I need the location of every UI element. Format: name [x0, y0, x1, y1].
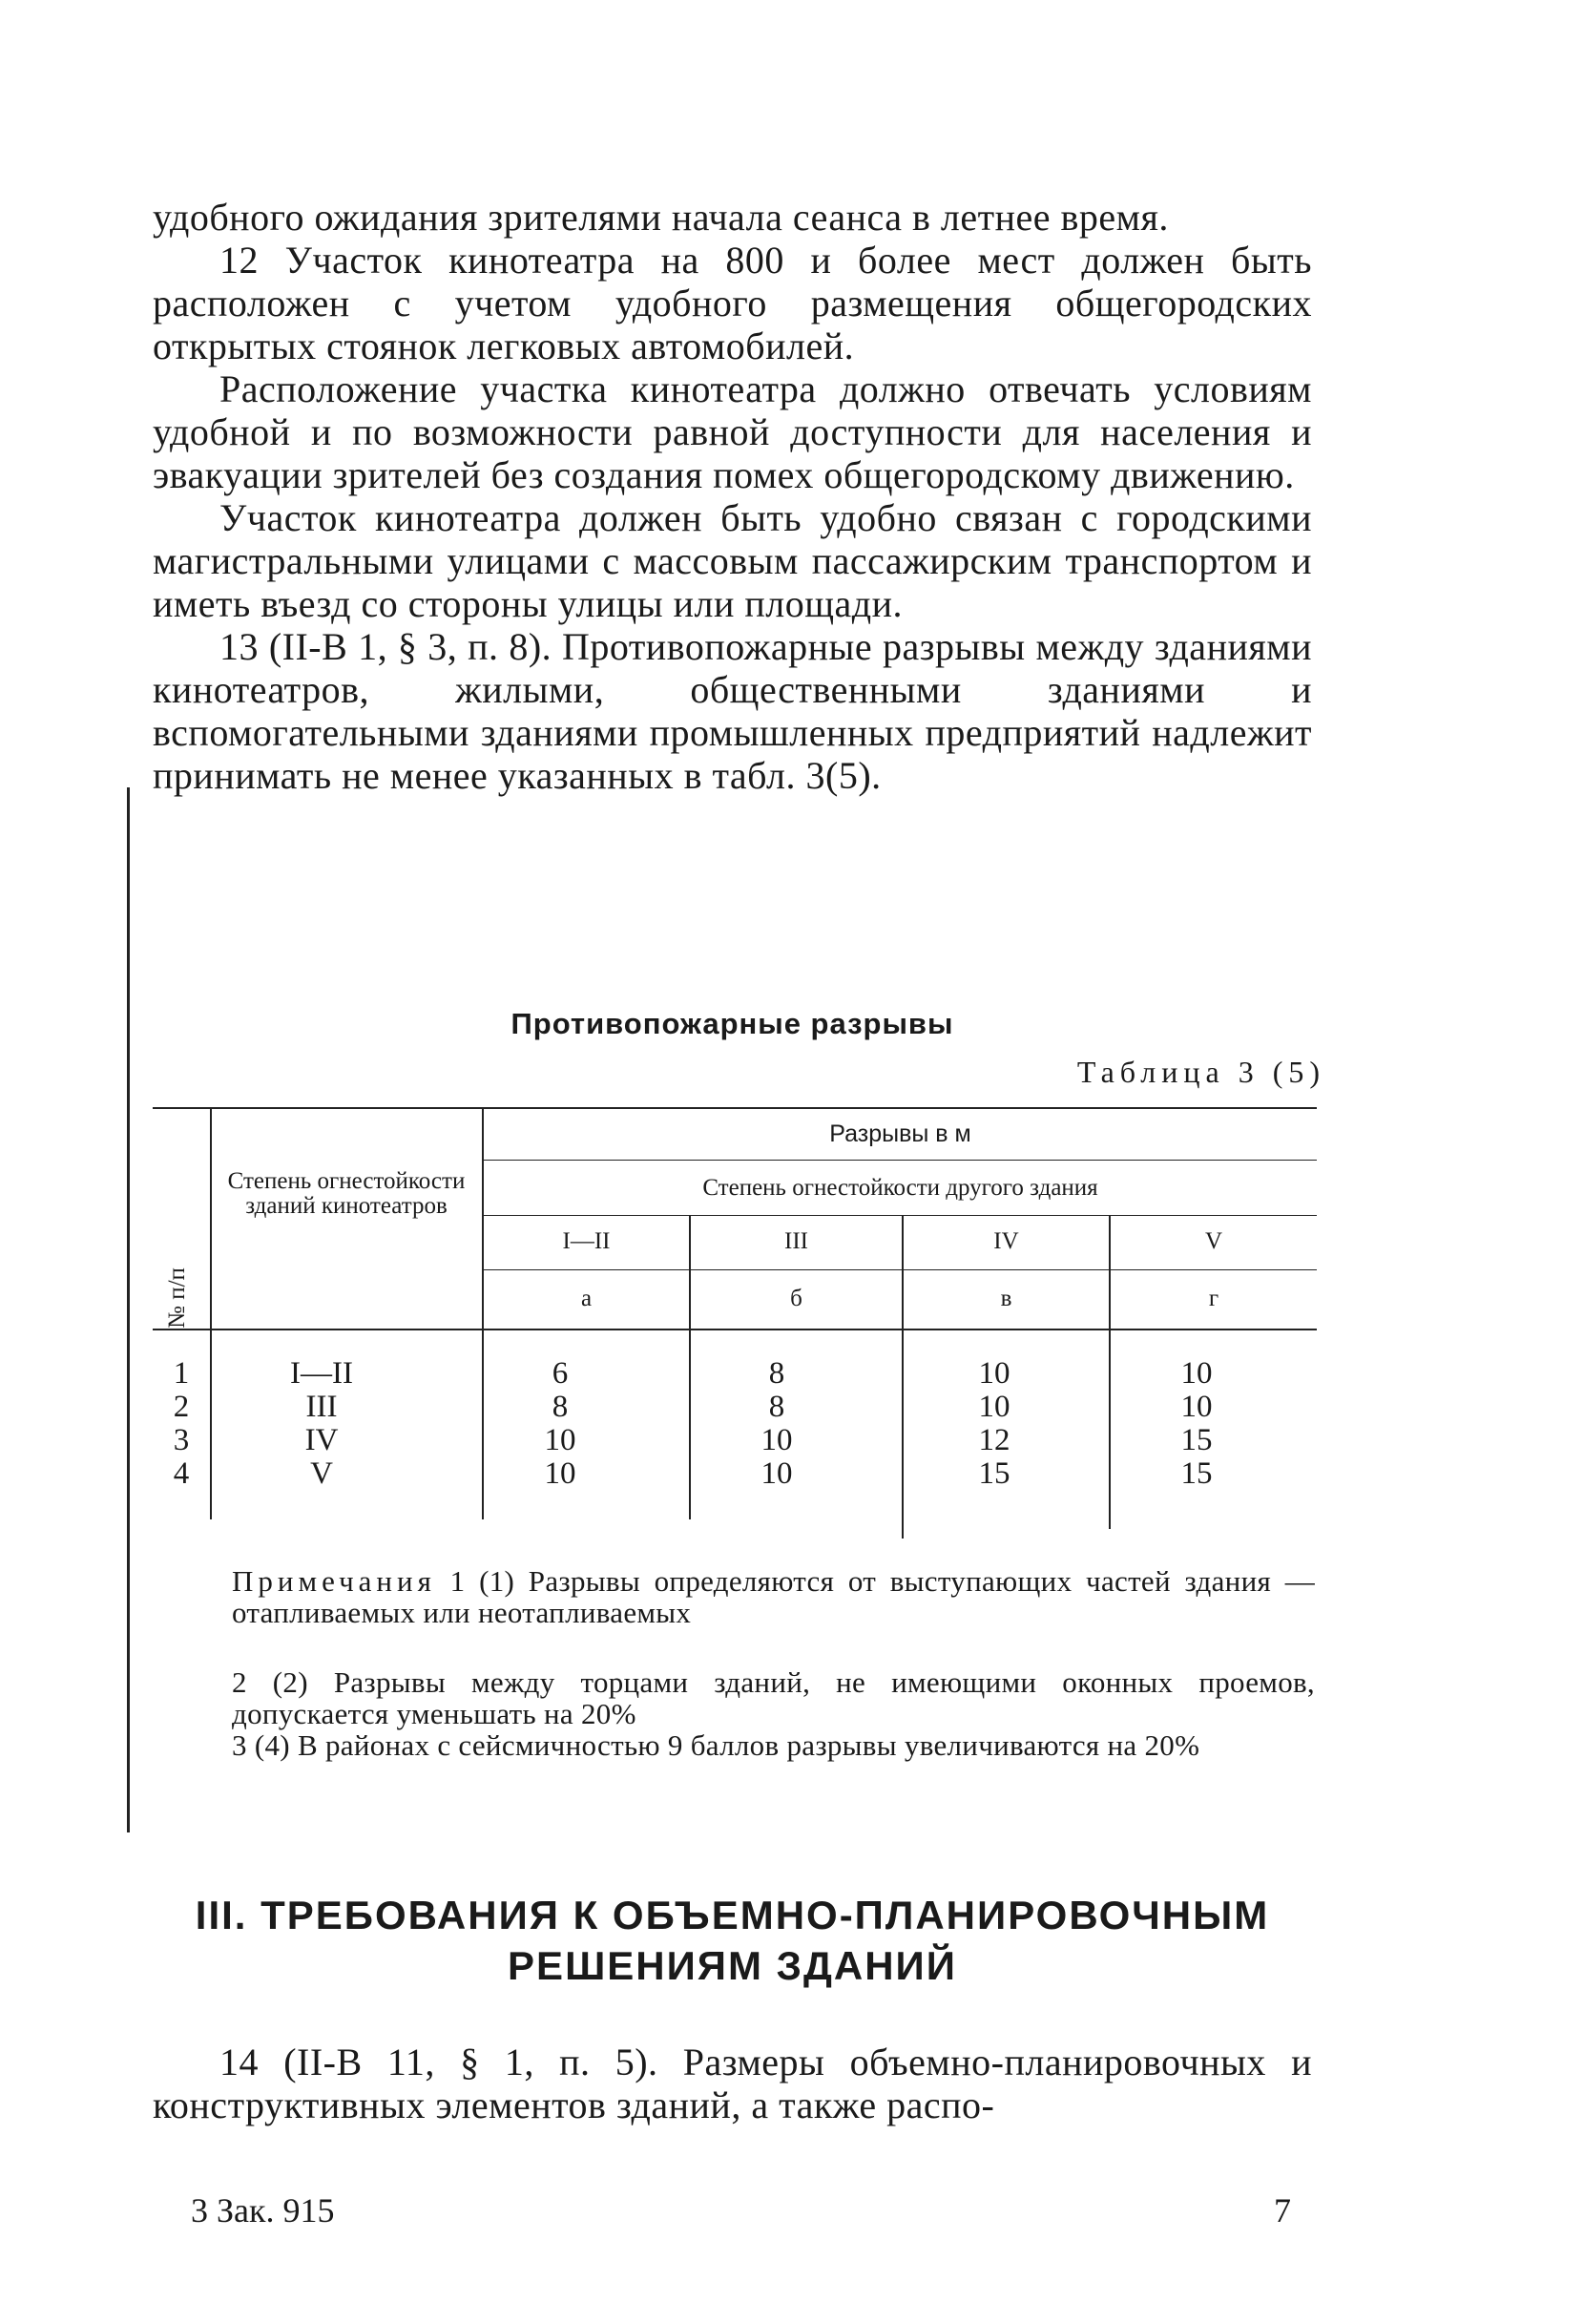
- paragraph-1: удобного ожидания зрителями начала сеанса в летнее время.: [153, 196, 1169, 239]
- row-value-d: 15: [1180, 1423, 1213, 1457]
- row-value-c: 10: [978, 1356, 1010, 1391]
- footer-order-number: 3 Зак. 915: [191, 2191, 335, 2230]
- row-degree: IV: [304, 1423, 339, 1457]
- row-value-a: 8: [552, 1390, 569, 1424]
- row-value-c: 12: [978, 1423, 1010, 1457]
- section-title-line-1: III. ТРЕБОВАНИЯ К ОБЪЕМНО-ПЛАНИРОВОЧНЫМ: [195, 1893, 1270, 1937]
- table-heading: Противопожарные разрывы: [510, 1007, 954, 1040]
- row-value-d: 10: [1180, 1356, 1213, 1391]
- row-value-b: 10: [760, 1423, 793, 1457]
- header-subgroup: Степень огнестойкости другого здания: [702, 1175, 1098, 1201]
- row-number: 1: [173, 1356, 190, 1391]
- row-degree: I—II: [290, 1356, 353, 1391]
- row-value-a: 10: [544, 1456, 576, 1491]
- section-title-line-2: РЕШЕНИЯМ ЗДАНИЙ: [508, 1943, 957, 1988]
- row-value-d: 10: [1180, 1390, 1213, 1424]
- row-value-b: 8: [768, 1356, 785, 1391]
- row-degree: V: [310, 1456, 333, 1491]
- header-col-4: V: [1204, 1228, 1223, 1254]
- header-group: Разрывы в м: [829, 1120, 971, 1147]
- row-value-c: 15: [978, 1456, 1010, 1491]
- row-value-b: 10: [760, 1456, 793, 1491]
- row-value-a: 6: [552, 1356, 569, 1391]
- notes-label: Примечания: [232, 1564, 436, 1598]
- page-number: 7: [1274, 2191, 1291, 2230]
- change-bar: [127, 787, 130, 1832]
- section-title: [153, 1890, 1312, 1991]
- text-top: [153, 196, 1312, 797]
- paragraph-14: 14 (II-В 11, § 1, п. 5). Размеры объемно-планировочных и конструктивных элементов зданий, а также распо-: [153, 2041, 1312, 2126]
- row-value-a: 10: [544, 1423, 576, 1457]
- paragraph-3: Расположение участка кинотеатра должно отвечать условиям удобной и по возможности равной доступности для населения и эвакуации зрителей без создания помех общегородскому движению.: [153, 367, 1312, 496]
- row-value-b: 8: [768, 1390, 785, 1424]
- row-number: 3: [173, 1423, 190, 1457]
- header-letter-4: г: [1208, 1286, 1219, 1311]
- header-letter-2: б: [790, 1286, 802, 1311]
- note-3: 3 (4) В районах с сейсмичностью 9 баллов разрывы увеличиваются на 20%: [232, 1728, 1200, 1762]
- note-2: 2 (2) Разрывы между торцами зданий, не имеющими оконных проемов, допускается уменьшать на 20%: [232, 1665, 1315, 1730]
- table-notes: [232, 1565, 1315, 1761]
- header-letter-3: в: [1000, 1286, 1012, 1311]
- note-1: [232, 1565, 1315, 1628]
- paragraph-4: Участок кинотеатра должен быть удобно связан с городскими магистральными улицами с массовым пассажирским транспортом и иметь въезд со стороны улицы или площади.: [153, 496, 1312, 625]
- header-col-1: I—II: [562, 1228, 611, 1254]
- header-number: № п/п: [164, 1267, 190, 1329]
- table-label: Таблица 3 (5): [1076, 1055, 1325, 1089]
- row-number: 4: [173, 1456, 190, 1491]
- row-number: 2: [173, 1390, 190, 1424]
- header-degree: Степень огнестойкости зданий кинотеатров: [227, 1168, 466, 1219]
- paragraph-2: 12 Участок кинотеатра на 800 и более мест должен быть расположен с учетом удобного размещения общегородских открытых стоянок легковых автомобилей.: [153, 239, 1312, 367]
- header-letter-1: а: [580, 1286, 593, 1311]
- row-value-d: 15: [1180, 1456, 1213, 1491]
- header-col-3: IV: [993, 1228, 1019, 1254]
- paragraph-5: 13 (II-В 1, § 3, п. 8). Противопожарные разрывы между зданиями кинотеатров, жилыми, общественными зданиями и вспомогательными зданиями промышленных предприятий надлежит принимать не менее указанных в табл. 3(5).: [153, 625, 1312, 797]
- fire-breaks-table: [153, 1107, 1317, 1546]
- row-value-c: 10: [978, 1390, 1010, 1424]
- text-bottom: [153, 2041, 1312, 2126]
- note-1-text: 1 (1) Разрывы определяются от выступающих частей здания — отапливаемых или неотапливаемых: [232, 1564, 1316, 1629]
- header-col-2: III: [784, 1228, 808, 1254]
- row-degree: III: [305, 1390, 338, 1424]
